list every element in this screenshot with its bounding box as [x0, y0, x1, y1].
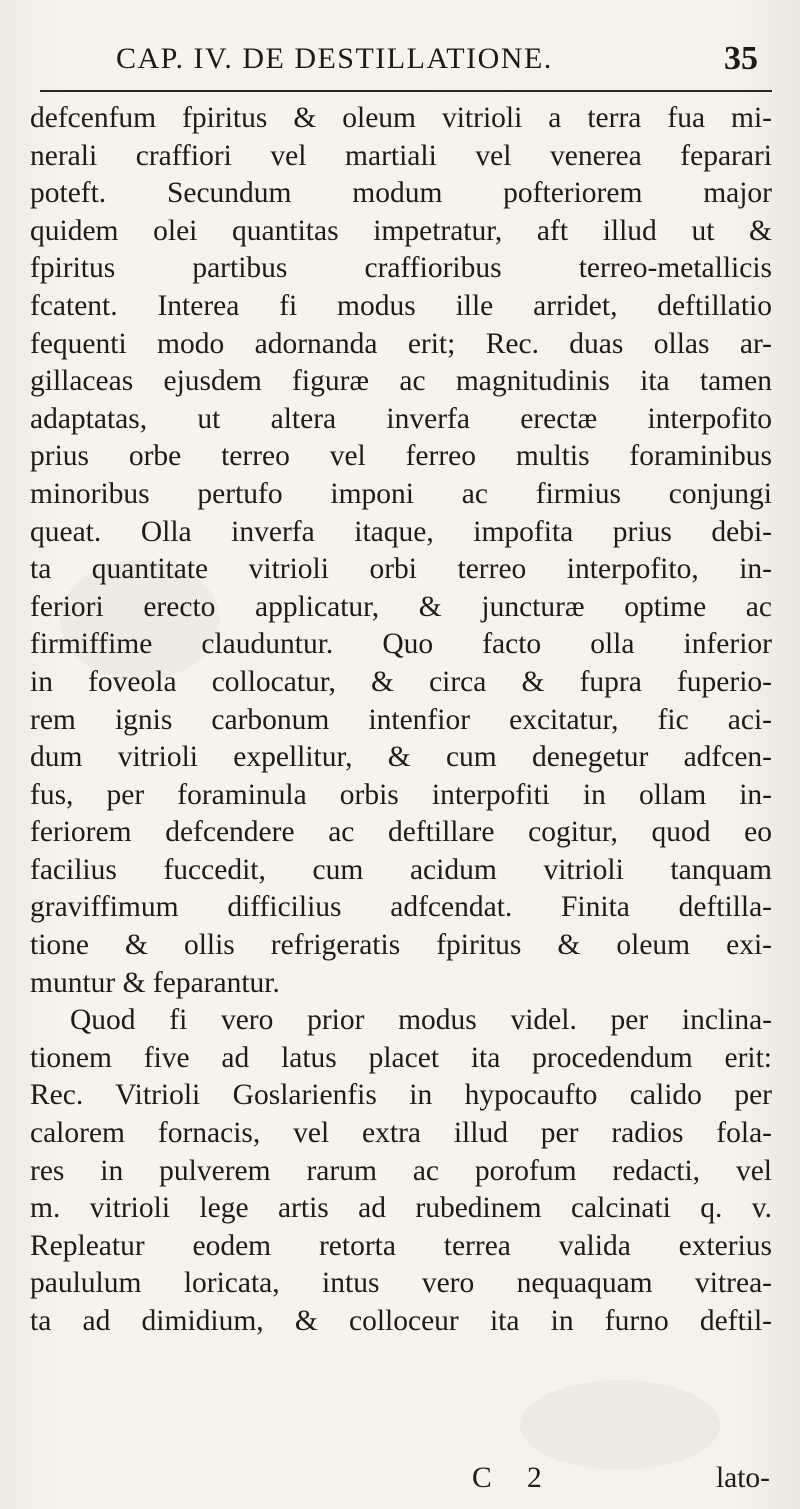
text-line: poteft. Secundum modum pofteriorem major	[30, 177, 772, 210]
text-line: facilius fuccedit, cum acidum vitrioli tanquam	[30, 853, 772, 886]
text-line: fcatent. Interea fi modus ille arridet, deftillatio	[30, 289, 772, 322]
text-line: fequenti modo adornanda erit; Rec. duas ollas ar-	[30, 327, 772, 360]
paper-stain	[520, 1380, 720, 1470]
text-line: dum vitrioli expellitur, & cum denegetur adfcen-	[30, 741, 772, 774]
text-line: paululum loricata, intus vero nequaquam vitrea-	[30, 1267, 772, 1300]
text-line: tione & ollis refrigeratis fpiritus & oleum exi-	[30, 929, 772, 962]
text-line: quidem olei quantitas impetratur, aft illud ut &	[30, 214, 772, 247]
text-line: feriori erecto applicatur, & juncturæ optime ac	[30, 590, 772, 623]
running-head	[40, 38, 772, 88]
header-rule	[40, 90, 772, 92]
text-line: defcenfum fpiritus & oleum vitrioli a terra fua mi-	[30, 102, 772, 134]
text-line: fus, per foraminula orbis interpofiti in ollam in-	[30, 778, 772, 811]
page-footer	[0, 1462, 800, 1502]
text-line: ta ad dimidium, & colloceur ita in furno deftil-	[30, 1305, 772, 1337]
text-line: firmiffime clauduntur. Quo facto olla inferior	[30, 628, 772, 661]
text-line: fpiritus partibus craffioribus terreo-metallicis	[30, 252, 772, 285]
text-line: Rec. Vitrioli Goslarienfis in hypocaufto calido per	[30, 1079, 772, 1112]
text-line: res in pulverem rarum ac porofum redacti, vel	[30, 1154, 772, 1187]
text-line: calorem fornacis, vel extra illud per radios fola-	[30, 1117, 772, 1150]
text-line: prius orbe terreo vel ferreo multis foraminibus	[30, 440, 772, 473]
text-line: feriorem defcendere ac deftillare cogitur, quod eo	[30, 816, 772, 849]
text-line: Quod fi vero prior modus videl. per inclina-	[70, 1004, 772, 1037]
text-line: m. vitrioli lege artis ad rubedinem calcinati q. v.	[30, 1192, 772, 1225]
text-line: rem ignis carbonum intenfior excitatur, fic aci-	[30, 703, 772, 736]
text-line: minoribus pertufo imponi ac firmius conjungi	[30, 477, 772, 510]
signature-mark: C 2	[472, 1462, 556, 1494]
catchword: lato-	[715, 1462, 770, 1494]
page-number: 35	[724, 40, 758, 77]
text-line: gillaceas ejusdem figuræ ac magnitudinis ita tamen	[30, 365, 772, 398]
text-line: tionem five ad latus placet ita procedendum erit:	[30, 1041, 772, 1074]
text-line: Repleatur eodem retorta terrea valida exterius	[30, 1229, 772, 1262]
running-title: CAP. IV. DE DESTILLATIONE.	[116, 42, 553, 75]
text-line: in foveola collocatur, & circa & fupra fuperio-	[30, 665, 772, 698]
text-line: adaptatas, ut altera inverfa erectæ interpofito	[30, 402, 772, 435]
text-line: ta quantitate vitrioli orbi terreo interpofito, in-	[30, 553, 772, 586]
text-line: graviffimum difficilius adfcendat. Finita deftilla-	[30, 891, 772, 924]
main-text	[30, 100, 772, 1341]
text-line: muntur & feparantur.	[30, 966, 280, 999]
text-line: queat. Olla inverfa itaque, impofita prius debi-	[30, 515, 772, 548]
text-line: nerali craffiori vel martiali vel venerea feparari	[30, 139, 772, 172]
